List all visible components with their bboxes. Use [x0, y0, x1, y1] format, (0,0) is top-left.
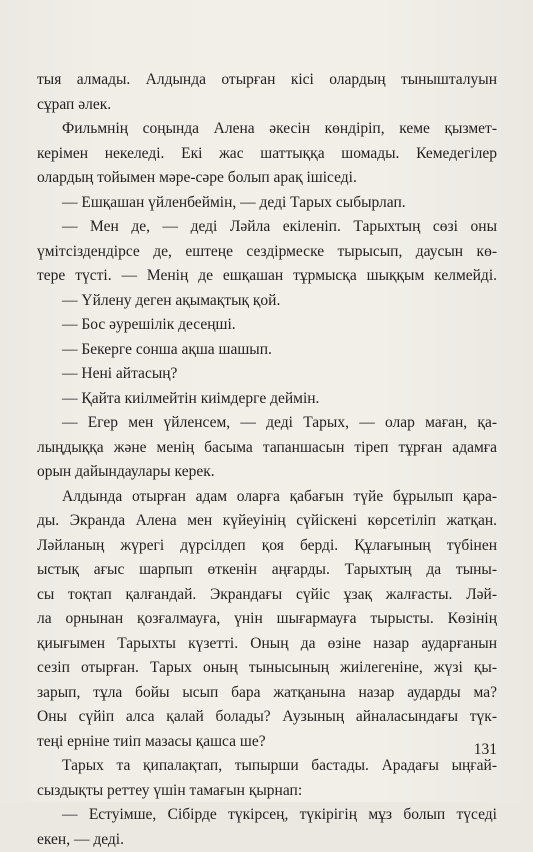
- text-line: тере түсті. — Менің де ешқашан тұрмысқа шыққым келмейді.: [37, 264, 497, 289]
- text-line: ды. Экранда Алена мен күйеуінің сүйіскені көрсетіліп жатқан.: [37, 509, 497, 534]
- text-line: керімен некеледі. Екі жас шаттыққа шомады. Кемедегілер: [37, 142, 497, 167]
- text-line: — Бос әурешілік десеңші.: [37, 313, 497, 338]
- page-number: 131: [474, 740, 497, 760]
- text-line: Алдында отырған адам оларға қабағын түйе бұрылып қара-: [37, 485, 497, 510]
- text-line: — Бекерге соншa ақша шашып.: [37, 338, 497, 363]
- body-text: [37, 68, 497, 852]
- text-line: — Нені айтасың?: [37, 362, 497, 387]
- text-line: екен, — деді.: [37, 828, 497, 852]
- text-line: сыздықты реттеу үшін тамағын қырнап:: [37, 779, 497, 804]
- text-line: Фильмнің соңында Алена әкесін көндіріп, кеме қызмет-: [37, 117, 497, 142]
- text-line: тыя алмады. Алдында отырған кісі олардың тынышталуын: [37, 68, 497, 93]
- text-line: зарып, тұла бойы ысып бара жатқанына назар аударды ма?: [37, 681, 497, 706]
- text-line: лыңдыққа және менің басыма тапаншасын тіреп тұрған адамға: [37, 436, 497, 461]
- text-line: теңі ерніне тиіп мазасы қашса ше?: [37, 730, 497, 755]
- text-line: ыстық ағыс шарпып өткенін аңғарды. Тарыхтың да тыны-: [37, 558, 497, 583]
- text-line: орын дайындаулары керек.: [37, 460, 497, 485]
- text-line: — Естуімше, Сібірде түкірсең, түкірігің мұз болып түседі: [37, 803, 497, 828]
- text-line: Ләйланың жүрегі дүрсілдеп қоя берді. Құлағының түбінен: [37, 534, 497, 559]
- text-line: — Егер мен үйленсем, — деді Тарых, — олар маған, қа-: [37, 411, 497, 436]
- text-line: сұрап әлек.: [37, 93, 497, 118]
- text-line: сы тоқтап қалғандай. Экрандағы сүйіс ұзақ жалғасты. Ләй-: [37, 583, 497, 608]
- text-line: олардың тойымен мәре-сәре болып арақ ішіседі.: [37, 166, 497, 191]
- text-line: — Қайта киілмейтін киімдерге деймін.: [37, 387, 497, 412]
- text-line: — Мен де, — деді Ләйла екіленіп. Тарыхтың сөзі оны: [37, 215, 497, 240]
- text-line: қиығымен Тарыхты күзетті. Оның да өзіне назар аударғанын: [37, 632, 497, 657]
- text-line: сезіп отырған. Тарых оның тынысының жиілегеніне, жүзі қы-: [37, 656, 497, 681]
- text-line: — Ешқашан үйленбеймін, — деді Тарых сыбырлап.: [37, 191, 497, 216]
- text-line: үмітсіздендірсе де, ештеңе сездірмеске тырысып, даусын кө-: [37, 240, 497, 265]
- text-line: Оны сүйіп алса қалай болады? Аузының айналасындағы түк-: [37, 705, 497, 730]
- text-line: — Үйлену деген ақымақтық қой.: [37, 289, 497, 314]
- text-line: ла орнынан қозғалмауға, үнін шығармауға тырысты. Көзінің: [37, 607, 497, 632]
- text-line: Тарых та қипалақтап, тыпырши бастады. Арадағы ыңғай-: [37, 754, 497, 779]
